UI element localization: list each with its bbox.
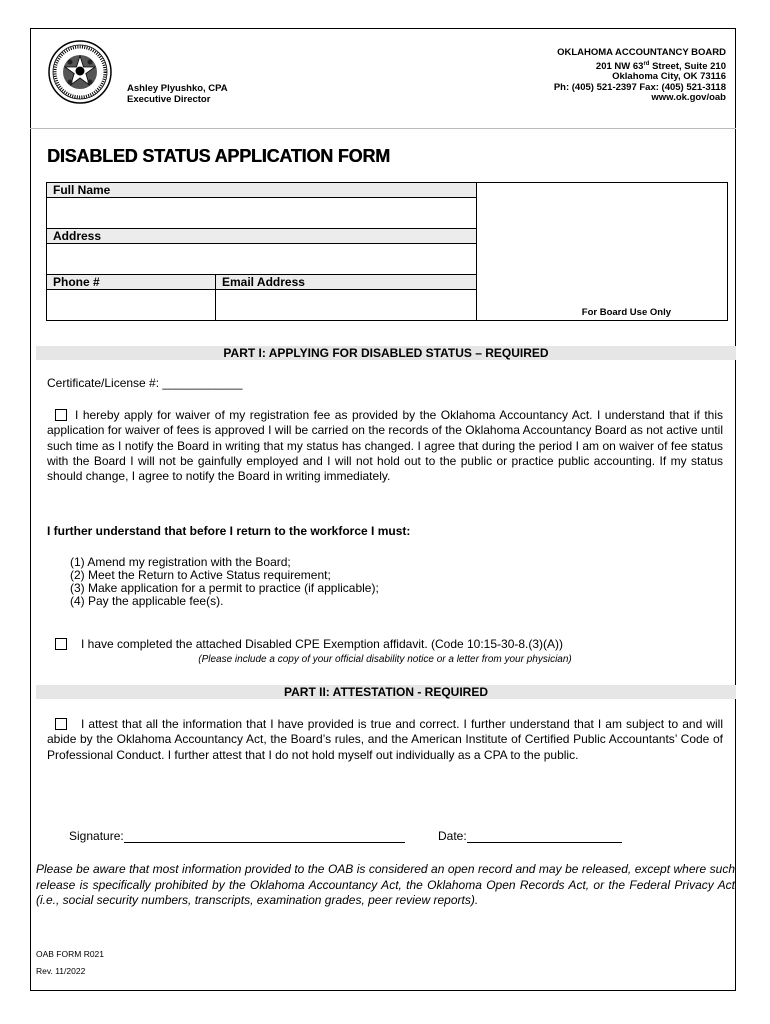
form-border: [30, 28, 736, 991]
form-number: OAB FORM R021: [36, 949, 105, 959]
director-title: Executive Director: [127, 94, 211, 105]
address-label: Address: [47, 229, 477, 244]
board-street: 201 NW 63rd Street, Suite 210: [595, 60, 726, 72]
waiver-paragraph: [47, 408, 723, 484]
phone-label: Phone #: [47, 275, 216, 290]
board-use-only-box: For Board Use Only: [477, 183, 728, 321]
signature-row: [69, 829, 405, 843]
attestation-paragraph: [47, 717, 723, 763]
full-name-field[interactable]: [47, 198, 477, 229]
attestation-text: I attest that all the information that I have provided is true and correct. I further understand that I am subject to and will abide by the Oklahoma Accountancy Act, the Board’s rules, and the American Institute of Certified Public Accountants’ Code of Professional Conduct. I further attest that I do not hold myself out individually as a CPA to the public.: [47, 717, 723, 762]
board-name: OKLAHOMA ACCOUNTANCY BOARD: [557, 47, 726, 58]
board-address-block: [554, 48, 726, 104]
cpe-text: I have completed the attached Disabled CPE Exemption affidavit. (Code 10:15-30-8.(3)(A)): [81, 637, 564, 651]
date-row: [438, 829, 622, 843]
applicant-info-table: [46, 182, 728, 321]
date-label: Date:: [438, 829, 467, 843]
list-item: (1) Amend my registration with the Board;: [70, 555, 291, 569]
email-label: Email Address: [216, 275, 477, 290]
board-phone-fax: Ph: (405) 521-2397 Fax: (405) 521-3118: [553, 81, 726, 93]
board-website: www.ok.gov/oab: [651, 92, 726, 104]
state-seal-icon: [48, 40, 112, 104]
return-steps-list: [70, 556, 379, 608]
board-city: Oklahoma City, OK 73116: [612, 71, 726, 83]
cpe-checkbox[interactable]: [55, 638, 67, 650]
header-divider: [30, 128, 736, 129]
signature-label: Signature:: [69, 829, 124, 843]
signature-line[interactable]: [124, 830, 405, 843]
phone-field[interactable]: [47, 290, 216, 321]
part2-heading: PART II: ATTESTATION - REQUIRED: [36, 685, 736, 699]
cpe-exemption-row: [47, 637, 723, 652]
attestation-checkbox[interactable]: [55, 718, 67, 730]
email-field[interactable]: [216, 290, 477, 321]
form-title: DISABLED STATUS APPLICATION FORM: [47, 146, 390, 166]
list-item: (3) Make application for a permit to practice (if applicable);: [70, 581, 379, 595]
part1-heading: PART I: APPLYING FOR DISABLED STATUS – REQUIRED: [36, 346, 736, 360]
list-item: (2) Meet the Return to Active Status requirement;: [70, 568, 331, 582]
waiver-checkbox[interactable]: [55, 409, 67, 421]
further-understand-heading: I further understand that before I return to the workforce I must:: [47, 524, 411, 538]
director-block: [127, 83, 228, 105]
full-name-label: Full Name: [47, 183, 477, 198]
waiver-text: I hereby apply for waiver of my registration fee as provided by the Oklahoma Accountancy Act. I understand that if this application for waiver of fees is approved I will be carried on the records of the Oklahoma Accountancy Board as not active until such time as I notify the Board in writing that my status has changed. I agree that during the period I am on waiver of fee status with the Board I will not be gainfully employed and I will not hold out to the public or practice public accounting. If my status should change, I agree to notify the Board in writing immediately.: [47, 408, 723, 484]
list-item: (4) Pay the applicable fee(s).: [70, 594, 224, 608]
open-records-notice: Please be aware that most information provided to the OAB is considered an open record and may be released, except where such release is specifically prohibited by the Oklahoma Accountancy Act, the Oklahoma Open Records Act, or the Federal Privacy Act (i.e., social security numbers, transcripts, examination grades, peer review reports).: [36, 862, 735, 907]
director-name: Ashley Plyushko, CPA: [127, 83, 228, 94]
cpe-note: (Please include a copy of your official disability notice or a letter from your physician): [198, 654, 572, 665]
revision-date: Rev. 11/2022: [36, 966, 86, 976]
date-line[interactable]: [467, 830, 622, 843]
license-number-field[interactable]: Certificate/License #: ____________: [47, 376, 243, 390]
address-field[interactable]: [47, 244, 477, 275]
